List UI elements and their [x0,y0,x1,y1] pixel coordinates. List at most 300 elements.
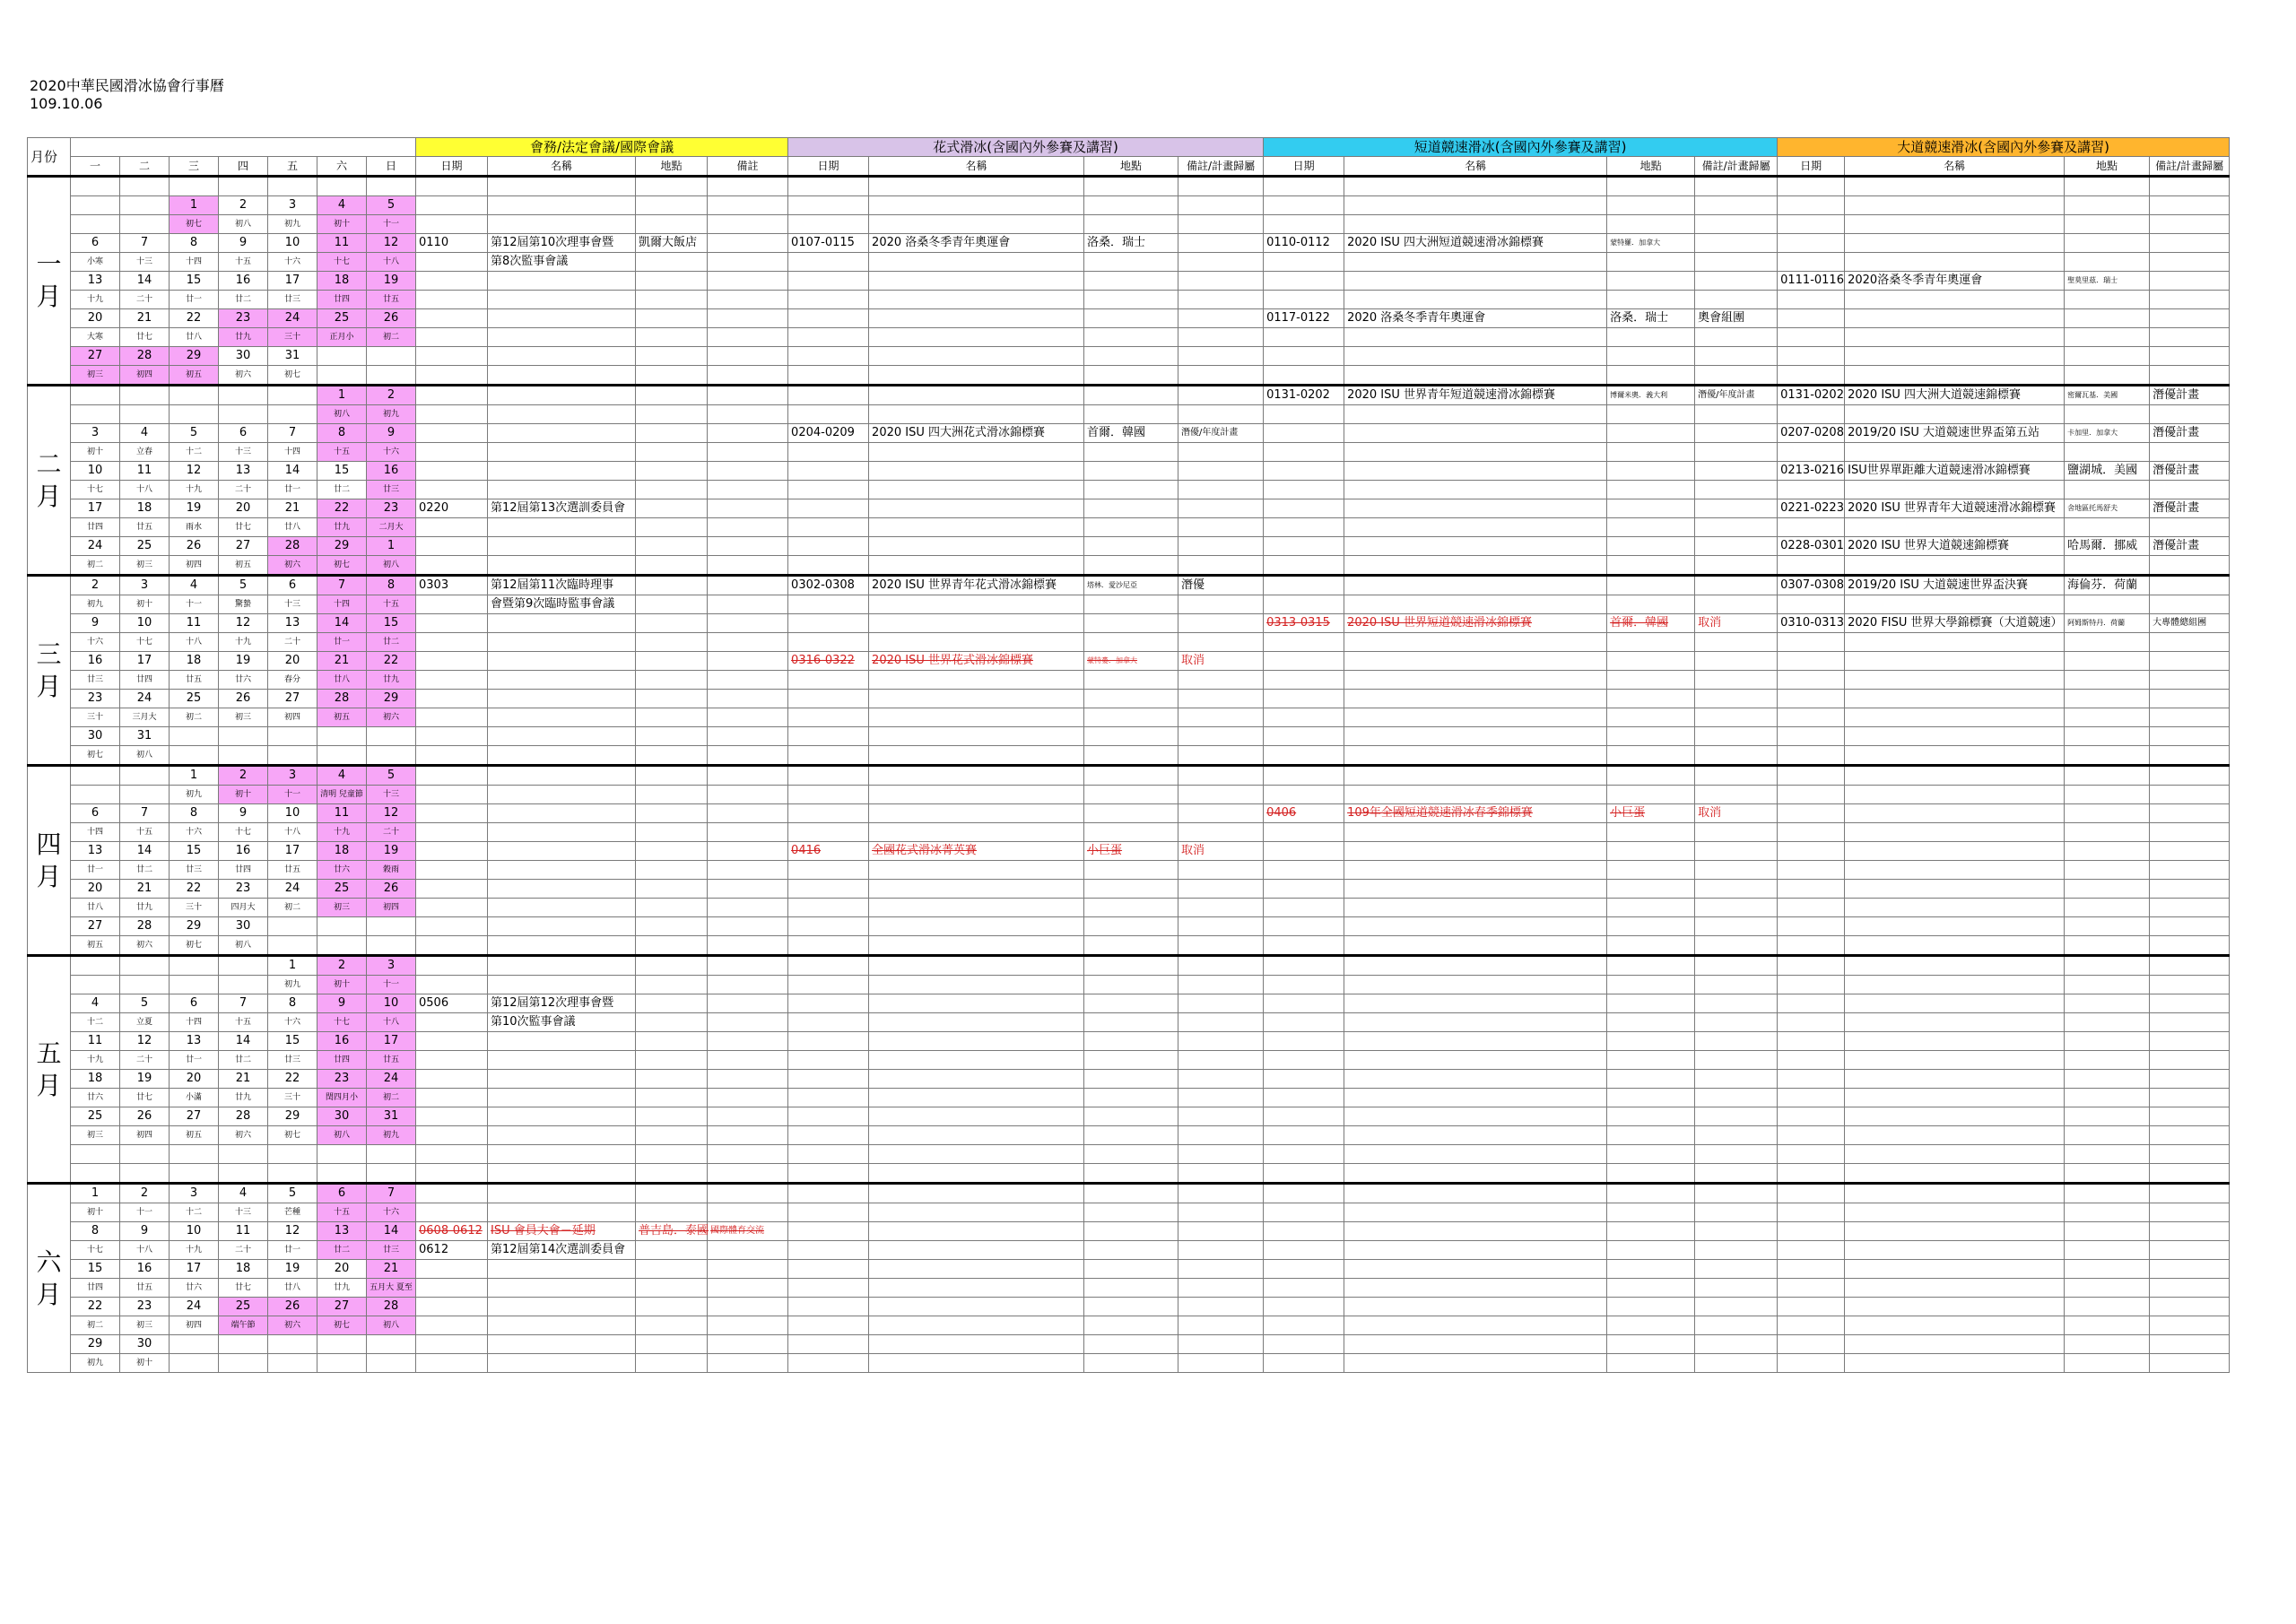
day-cell: 1 [71,1184,120,1203]
event-date [1264,556,1344,576]
day-cell [268,727,317,746]
day-cell [120,196,170,215]
event-name [1344,1089,1607,1107]
event-note [708,1203,788,1222]
day-cell: 15 [71,1260,120,1279]
event-location [1607,576,1695,595]
section-header-row [28,138,2230,157]
month-label: 六月 [28,1184,71,1373]
event-note [1695,537,1778,556]
event-name [488,196,636,215]
event-location [636,708,708,727]
event-name [869,405,1084,424]
event-note [2150,1316,2230,1335]
day-cell [219,386,268,405]
column-header-row [28,157,2230,177]
event-date [1264,1335,1344,1354]
event-name [869,1298,1084,1316]
day-cell [71,766,120,786]
lunar-date-cell: 二十 [120,1051,170,1070]
event-name [488,462,636,481]
calendar-row [28,936,2230,956]
event-note [708,727,788,746]
event-name [1845,443,2065,462]
lunar-date-cell [120,215,170,234]
event-name [869,671,1084,690]
lunar-date-cell: 初七 [268,1126,317,1145]
event-date [1778,234,1845,253]
event-date [1264,462,1344,481]
event-location [1607,1335,1695,1354]
event-location [1084,746,1178,766]
event-location [636,1316,708,1335]
event-name [869,386,1084,405]
event-date [788,537,869,556]
event-date [788,1164,869,1184]
event-name [488,842,636,861]
day-cell: 24 [120,690,170,708]
event-date [788,1070,869,1089]
event-date [788,823,869,842]
event-date [1778,936,1845,956]
day-cell [120,386,170,405]
lunar-date-cell: 初九 [268,976,317,994]
day-cell: 20 [71,880,120,899]
event-date [416,786,488,804]
event-date [416,804,488,823]
event-date [1778,1145,1845,1164]
event-location [636,727,708,746]
event-location [1084,462,1178,481]
event-note [708,746,788,766]
event-date [1264,956,1344,976]
event-location [636,936,708,956]
event-location: 普吉島．泰國 [636,1222,708,1241]
event-name [488,917,636,936]
calendar-row [28,1032,2230,1051]
event-name [1344,328,1607,347]
event-date [788,614,869,633]
event-location [1084,1184,1178,1203]
day-cell [120,766,170,786]
event-date [1264,727,1344,746]
month-label: 三月 [28,576,71,766]
event-name: ISU 會員大會－延期 [488,1222,636,1241]
lunar-date-cell: 小寒 [71,253,120,272]
lunar-date-cell: 二十 [219,481,268,499]
event-note [708,366,788,386]
event-date [416,366,488,386]
event-date: 0117-0122 [1264,309,1344,328]
event-name [488,804,636,823]
event-name [1845,481,2065,499]
day-cell: 28 [219,1107,268,1126]
event-date [1778,1241,1845,1260]
event-location [2065,1298,2150,1316]
lunar-date-cell [268,936,317,956]
event-date [416,309,488,328]
event-note [2150,215,2230,234]
day-cell: 17 [120,652,170,671]
event-note [2150,786,2230,804]
event-name [488,976,636,994]
event-note [1178,556,1264,576]
lunar-date-cell: 初六 [268,1316,317,1335]
event-note [1178,880,1264,899]
calendar-row [28,309,2230,328]
lunar-date-cell: 十六 [268,253,317,272]
lunar-date-cell: 初二 [71,556,120,576]
event-date [1264,595,1344,614]
event-note [2150,936,2230,956]
event-location [1607,405,1695,424]
day-cell: 11 [71,1032,120,1051]
event-name [1845,1107,2065,1126]
event-location [636,177,708,196]
day-cell: 24 [170,1298,219,1316]
event-location: 博爾米奧．義大利 [1607,386,1695,405]
event-note [1695,1279,1778,1298]
event-location [1084,595,1178,614]
event-date [416,272,488,291]
lunar-date-cell: 廿四 [120,671,170,690]
event-location [1084,499,1178,518]
event-location [1607,1316,1695,1335]
event-note [708,1107,788,1126]
event-location [1084,614,1178,633]
calendar-row [28,1126,2230,1145]
day-cell: 31 [367,1107,416,1126]
day-cell [367,1335,416,1354]
event-date [788,462,869,481]
lunar-date-cell [268,1354,317,1373]
lunar-date-cell: 初十 [120,1354,170,1373]
calendar-row [28,462,2230,481]
event-location [636,1051,708,1070]
event-date [1778,956,1845,976]
day-cell: 7 [367,1184,416,1203]
event-note [1695,994,1778,1013]
event-date [1778,405,1845,424]
event-location [636,272,708,291]
day-cell: 8 [71,1222,120,1241]
lunar-date-cell: 十九 [170,1241,219,1260]
event-location: 哈馬爾．挪威 [2065,537,2150,556]
event-note [1178,614,1264,633]
day-cell [71,386,120,405]
event-name [488,1145,636,1164]
day-cell [268,177,317,196]
event-location [2065,1032,2150,1051]
event-date [788,443,869,462]
event-location [636,652,708,671]
event-note [708,1354,788,1373]
event-name [1845,253,2065,272]
event-location [1607,366,1695,386]
day-cell: 10 [71,462,120,481]
event-date [1264,1032,1344,1051]
day-cell: 27 [71,347,120,366]
event-date [416,1184,488,1203]
day-cell: 20 [71,309,120,328]
event-location [1084,880,1178,899]
event-note [1178,518,1264,537]
day-cell: 20 [268,652,317,671]
event-date [1264,899,1344,917]
event-name [1344,1298,1607,1316]
event-date: 0506 [416,994,488,1013]
event-note [708,309,788,328]
event-note [708,556,788,576]
column-header-date: 日期 [1778,157,1845,177]
event-name: 2020 ISU 四大洲短道競速滑冰錦標賽 [1344,234,1607,253]
event-date [416,936,488,956]
event-note [2150,328,2230,347]
event-location [636,518,708,537]
day-cell: 26 [219,690,268,708]
event-location [1607,690,1695,708]
event-note [1178,917,1264,936]
event-name [1344,823,1607,842]
event-location [1607,633,1695,652]
event-note [708,215,788,234]
event-date [1264,424,1344,443]
day-cell: 14 [317,614,367,633]
event-location [636,614,708,633]
lunar-date-cell: 廿五 [268,861,317,880]
event-location [1084,1032,1178,1051]
event-location [2065,328,2150,347]
event-note [708,1260,788,1279]
event-date [1778,481,1845,499]
event-note [1695,499,1778,518]
day-cell: 3 [170,1184,219,1203]
event-name [869,309,1084,328]
event-name [488,766,636,786]
lunar-date-cell: 初八 [317,1126,367,1145]
event-note [1178,462,1264,481]
document-title: 2020中華民國滑冰協會行事曆 109.10.06 [30,77,224,112]
lunar-date-cell: 初六 [367,708,416,727]
event-location [1084,1335,1178,1354]
event-note: 潛優計畫 [2150,424,2230,443]
event-name [488,518,636,537]
event-date: 0406 [1264,804,1344,823]
event-location [2065,196,2150,215]
event-name: 第12屆第11次臨時理事 [488,576,636,595]
event-date [416,595,488,614]
lunar-date-cell [317,936,367,956]
event-location [636,804,708,823]
event-date [416,727,488,746]
event-location [2065,690,2150,708]
event-date [1264,1184,1344,1203]
event-location [1084,1126,1178,1145]
event-name [869,1070,1084,1089]
event-date [1264,994,1344,1013]
event-location: 海倫芬．荷蘭 [2065,576,2150,595]
event-note [2150,1241,2230,1260]
event-name [1845,861,2065,880]
event-date [1264,1051,1344,1070]
day-cell: 23 [317,1070,367,1089]
event-location [636,386,708,405]
lunar-date-cell: 初九 [367,1126,416,1145]
day-cell [170,1145,219,1164]
event-name [1344,215,1607,234]
event-name [869,746,1084,766]
event-name [488,1279,636,1298]
event-date: 0307-0308 [1778,576,1845,595]
event-name [488,936,636,956]
event-note [1695,328,1778,347]
day-cell: 7 [120,804,170,823]
event-date [1778,595,1845,614]
event-date [788,861,869,880]
event-date: 0612 [416,1241,488,1260]
lunar-date-cell: 十四 [170,1013,219,1032]
event-date [1264,328,1344,347]
event-name [1845,177,2065,196]
event-location [636,976,708,994]
lunar-date-cell: 初二 [367,328,416,347]
event-date [788,366,869,386]
event-location: 聖莫里茲．瑞士 [2065,272,2150,291]
weekday-header: 六 [317,157,367,177]
event-date [788,1298,869,1316]
lunar-date-cell: 十四 [317,595,367,614]
event-note [708,1032,788,1051]
event-note [2150,1203,2230,1222]
event-name [1344,690,1607,708]
event-location [2065,1354,2150,1373]
lunar-date-cell [219,1354,268,1373]
day-cell: 11 [120,462,170,481]
day-cell: 8 [170,234,219,253]
lunar-date-cell [170,976,219,994]
event-note [1695,1222,1778,1241]
event-date [416,1335,488,1354]
event-note [1178,1203,1264,1222]
event-date [788,253,869,272]
event-note [2150,1032,2230,1051]
event-name [488,1316,636,1335]
event-note [1178,1316,1264,1335]
event-location [1084,956,1178,976]
event-name: 第8次監事會議 [488,253,636,272]
event-note: 大專體總組團 [2150,614,2230,633]
event-location [1607,936,1695,956]
event-note [2150,556,2230,576]
event-name [1845,1222,2065,1241]
event-note [708,537,788,556]
day-cell [268,917,317,936]
event-name [488,481,636,499]
event-date [416,1279,488,1298]
event-note [708,652,788,671]
event-date [1264,652,1344,671]
event-note [1178,899,1264,917]
day-cell: 25 [317,880,367,899]
event-location [636,196,708,215]
event-location [2065,804,2150,823]
event-name: 2020 ISU 世界大道競速錦標賽 [1845,537,2065,556]
day-cell: 7 [219,994,268,1013]
event-name [1344,405,1607,424]
lunar-date-cell: 芒種 [268,1203,317,1222]
event-note [1178,1107,1264,1126]
event-name [1344,766,1607,786]
event-location [1607,328,1695,347]
day-cell [219,1145,268,1164]
event-location: 小巨蛋 [1084,842,1178,861]
day-cell: 30 [219,917,268,936]
event-note [1695,443,1778,462]
day-cell [317,177,367,196]
lunar-date-cell: 初九 [170,786,219,804]
event-note [1695,842,1778,861]
event-name [869,1107,1084,1126]
event-location [2065,1145,2150,1164]
event-note [1178,347,1264,366]
event-date [1778,708,1845,727]
event-date [1264,917,1344,936]
event-note [1695,518,1778,537]
event-note [1695,253,1778,272]
day-cell [367,1145,416,1164]
calendar-row [28,976,2230,994]
event-name [1845,1051,2065,1070]
event-date [788,956,869,976]
event-date [416,215,488,234]
event-name [869,537,1084,556]
event-note: 取消 [1695,614,1778,633]
lunar-date-cell [367,936,416,956]
event-note [708,518,788,537]
event-note [1178,1354,1264,1373]
calendar-row [28,537,2230,556]
day-cell: 18 [120,499,170,518]
event-location [636,1013,708,1032]
event-location [1607,443,1695,462]
event-date: 0220 [416,499,488,518]
day-cell: 13 [317,1222,367,1241]
event-date [1264,1107,1344,1126]
event-note [2150,366,2230,386]
event-date [1778,899,1845,917]
day-cell: 25 [317,309,367,328]
event-date [1778,842,1845,861]
event-name [488,746,636,766]
day-cell [317,917,367,936]
event-name [488,386,636,405]
event-location [636,347,708,366]
event-name [1845,518,2065,537]
calendar-row [28,1354,2230,1373]
day-cell: 16 [219,272,268,291]
event-date [416,956,488,976]
event-date [416,708,488,727]
day-cell: 4 [317,196,367,215]
calendar-row [28,1145,2230,1164]
event-date [788,633,869,652]
event-date [416,253,488,272]
event-date [1264,823,1344,842]
event-note [708,1316,788,1335]
event-location [636,899,708,917]
event-location [1607,994,1695,1013]
section-meetings-header: 會務/法定會議/國際會議 [416,138,788,157]
